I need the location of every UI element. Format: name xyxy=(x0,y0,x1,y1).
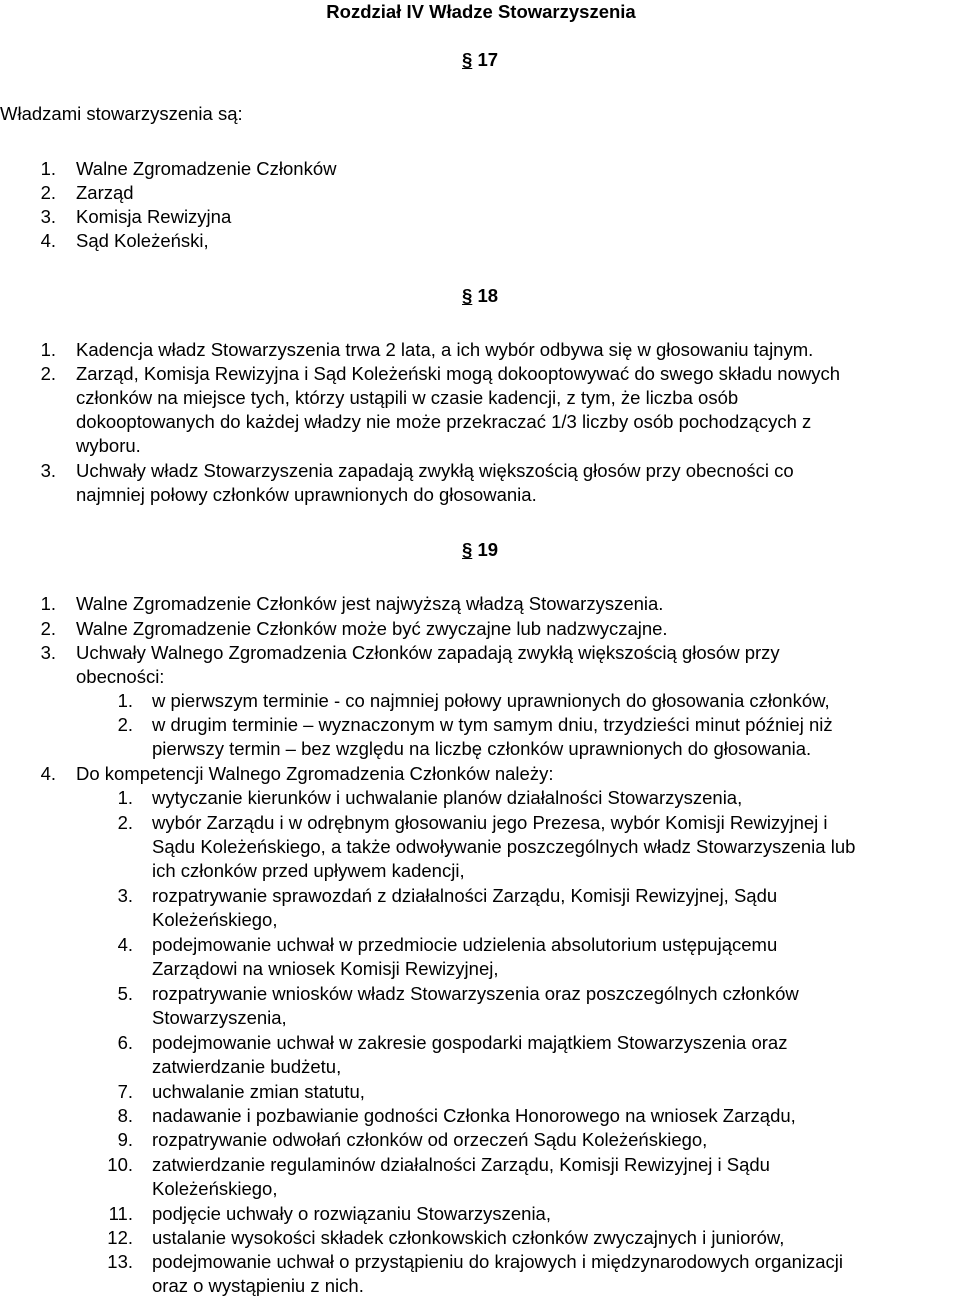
sub-item-line: Zarządowi na wniosek Komisji Rewizyjnej, xyxy=(152,958,499,979)
sub-item-line: ustalanie wysokości składek członkowskich członków zwyczajnych i juniorów, xyxy=(152,1227,785,1248)
list-item-number: 1. xyxy=(40,158,56,179)
list-item-line: Do kompetencji Walnego Zgromadzenia Członków należy: xyxy=(76,763,554,784)
sub-item-number: 2. xyxy=(117,812,133,833)
sub-item-line: rozpatrywanie sprawozdań z działalności Zarządu, Komisji Rewizyjnej, Sądu xyxy=(152,885,778,906)
list-item-line: Walne Zgromadzenie Członków może być zwyczajne lub nadzwyczajne. xyxy=(76,618,668,639)
chapter-title: Rozdział IV Władze Stowarzyszenia xyxy=(326,1,636,22)
sub-item-line: podjęcie uchwały o rozwiązaniu Stowarzyszenia, xyxy=(152,1203,551,1224)
list-item-number: 4. xyxy=(40,230,56,251)
sub-item-line: w drugim terminie – wyznaczonym w tym samym dniu, trzydzieści minut później niż xyxy=(152,714,833,735)
sub-item-line: ich członków przed upływem kadencji, xyxy=(152,860,465,881)
section-19-heading xyxy=(462,538,498,562)
sub-item-line: Stowarzyszenia, xyxy=(152,1007,287,1028)
list-item: Komisja Rewizyjna xyxy=(76,206,232,227)
list-item-line: Walne Zgromadzenie Członków jest najwyższą władzą Stowarzyszenia. xyxy=(76,593,664,614)
list-item-number: 3. xyxy=(40,642,56,663)
list-item-line: Uchwały Walnego Zgromadzenia Członków zapadają zwykłą większością głosów przy xyxy=(76,642,780,663)
section-number: 19 xyxy=(477,539,499,560)
list-item-number: 2. xyxy=(40,618,56,639)
sub-item-line: oraz o wystąpieniu z nich. xyxy=(152,1275,364,1296)
section-mark: § xyxy=(462,285,473,306)
sub-item-line: zatwierdzanie budżetu, xyxy=(152,1056,342,1077)
list-item-number: 3. xyxy=(40,206,56,227)
sub-item-number: 9. xyxy=(117,1129,133,1150)
list-item-number: 2. xyxy=(40,182,56,203)
list-item-number: 1. xyxy=(40,593,56,614)
sub-item-line: Koleżeńskiego, xyxy=(152,1178,278,1199)
sub-item-number: 4. xyxy=(117,934,133,955)
sub-item-number: 8. xyxy=(117,1105,133,1126)
list-item-number: 1. xyxy=(40,339,56,360)
list-item-line: Kadencja władz Stowarzyszenia trwa 2 lata, a ich wybór odbywa się w głosowaniu tajnym. xyxy=(76,339,814,360)
sub-item-number: 12. xyxy=(107,1227,133,1248)
list-item: Walne Zgromadzenie Członków xyxy=(76,158,337,179)
sub-item-number: 1. xyxy=(117,787,133,808)
sub-item-line: Sądu Koleżeńskiego, a także odwoływanie poszczególnych władz Stowarzyszenia lub xyxy=(152,836,856,857)
sub-item-line: w pierwszym terminie - co najmniej połowy uprawnionych do głosowania członków, xyxy=(152,690,830,711)
sub-item-number: 11. xyxy=(108,1203,133,1224)
section-17-heading xyxy=(462,48,498,72)
list-item-number: 4. xyxy=(40,763,56,784)
list-item-line: obecności: xyxy=(76,666,165,687)
sub-item-line: podejmowanie uchwał w zakresie gospodarki majątkiem Stowarzyszenia oraz xyxy=(152,1032,788,1053)
list-item-line: Uchwały władz Stowarzyszenia zapadają zwykłą większością głosów przy obecności co xyxy=(76,460,794,481)
section-number: 17 xyxy=(477,49,499,70)
sub-item-line: rozpatrywanie wniosków władz Stowarzyszenia oraz poszczególnych członków xyxy=(152,983,799,1004)
sub-item-line: podejmowanie uchwał o przystąpieniu do krajowych i międzynarodowych organizacji xyxy=(152,1251,844,1272)
sub-item-line: nadawanie i pozbawianie godności Członka Honorowego na wniosek Zarządu, xyxy=(152,1105,796,1126)
sub-item-number: 10. xyxy=(107,1154,133,1175)
list-item: Zarząd xyxy=(76,182,134,203)
section-mark: § xyxy=(462,539,473,560)
sub-item-number: 7. xyxy=(117,1081,133,1102)
sub-item-line: uchwalanie zmian statutu, xyxy=(152,1081,365,1102)
sub-item-line: wytyczanie kierunków i uchwalanie planów działalności Stowarzyszenia, xyxy=(152,787,743,808)
list-item-line: najmniej połowy członków uprawnionych do głosowania. xyxy=(76,484,537,505)
sub-item-line: podejmowanie uchwał w przedmiocie udzielenia absolutorium ustępującemu xyxy=(152,934,778,955)
sub-item-line: Koleżeńskiego, xyxy=(152,909,278,930)
list-item-line: wyboru. xyxy=(76,435,141,456)
sub-item-number: 6. xyxy=(117,1032,133,1053)
sub-item-number: 13. xyxy=(107,1251,133,1272)
list-item-line: członków na miejsce tych, którzy ustąpili w czasie kadencji, z tym, że liczba osób xyxy=(76,387,739,408)
sub-item-number: 1. xyxy=(117,690,133,711)
list-item: Sąd Koleżeński, xyxy=(76,230,209,251)
sub-item-number: 2. xyxy=(117,714,133,735)
section-17-intro: Władzami stowarzyszenia są: xyxy=(0,103,243,124)
section-number: 18 xyxy=(477,285,499,306)
sub-item-line: wybór Zarządu i w odrębnym głosowaniu jego Prezesa, wybór Komisji Rewizyjnej i xyxy=(152,812,828,833)
sub-item-line: zatwierdzanie regulaminów działalności Zarządu, Komisji Rewizyjnej i Sądu xyxy=(152,1154,770,1175)
list-item-number: 2. xyxy=(40,363,56,384)
sub-item-number: 5. xyxy=(117,983,133,1004)
section-mark: § xyxy=(462,49,473,70)
list-item-line: dokooptowanych do każdej władzy nie może przekraczać 1/3 liczby osób pochodzących z xyxy=(76,411,812,432)
section-18-heading xyxy=(462,284,498,308)
sub-item-number: 3. xyxy=(117,885,133,906)
list-item-line: Zarząd, Komisja Rewizyjna i Sąd Koleżeński mogą dokooptowywać do swego składu nowych xyxy=(76,363,841,384)
sub-item-line: rozpatrywanie odwołań członków od orzeczeń Sądu Koleżeńskiego, xyxy=(152,1129,708,1150)
list-item-number: 3. xyxy=(40,460,56,481)
sub-item-line: pierwszy termin – bez względu na liczbę członków uprawnionych do głosowania. xyxy=(152,738,812,759)
